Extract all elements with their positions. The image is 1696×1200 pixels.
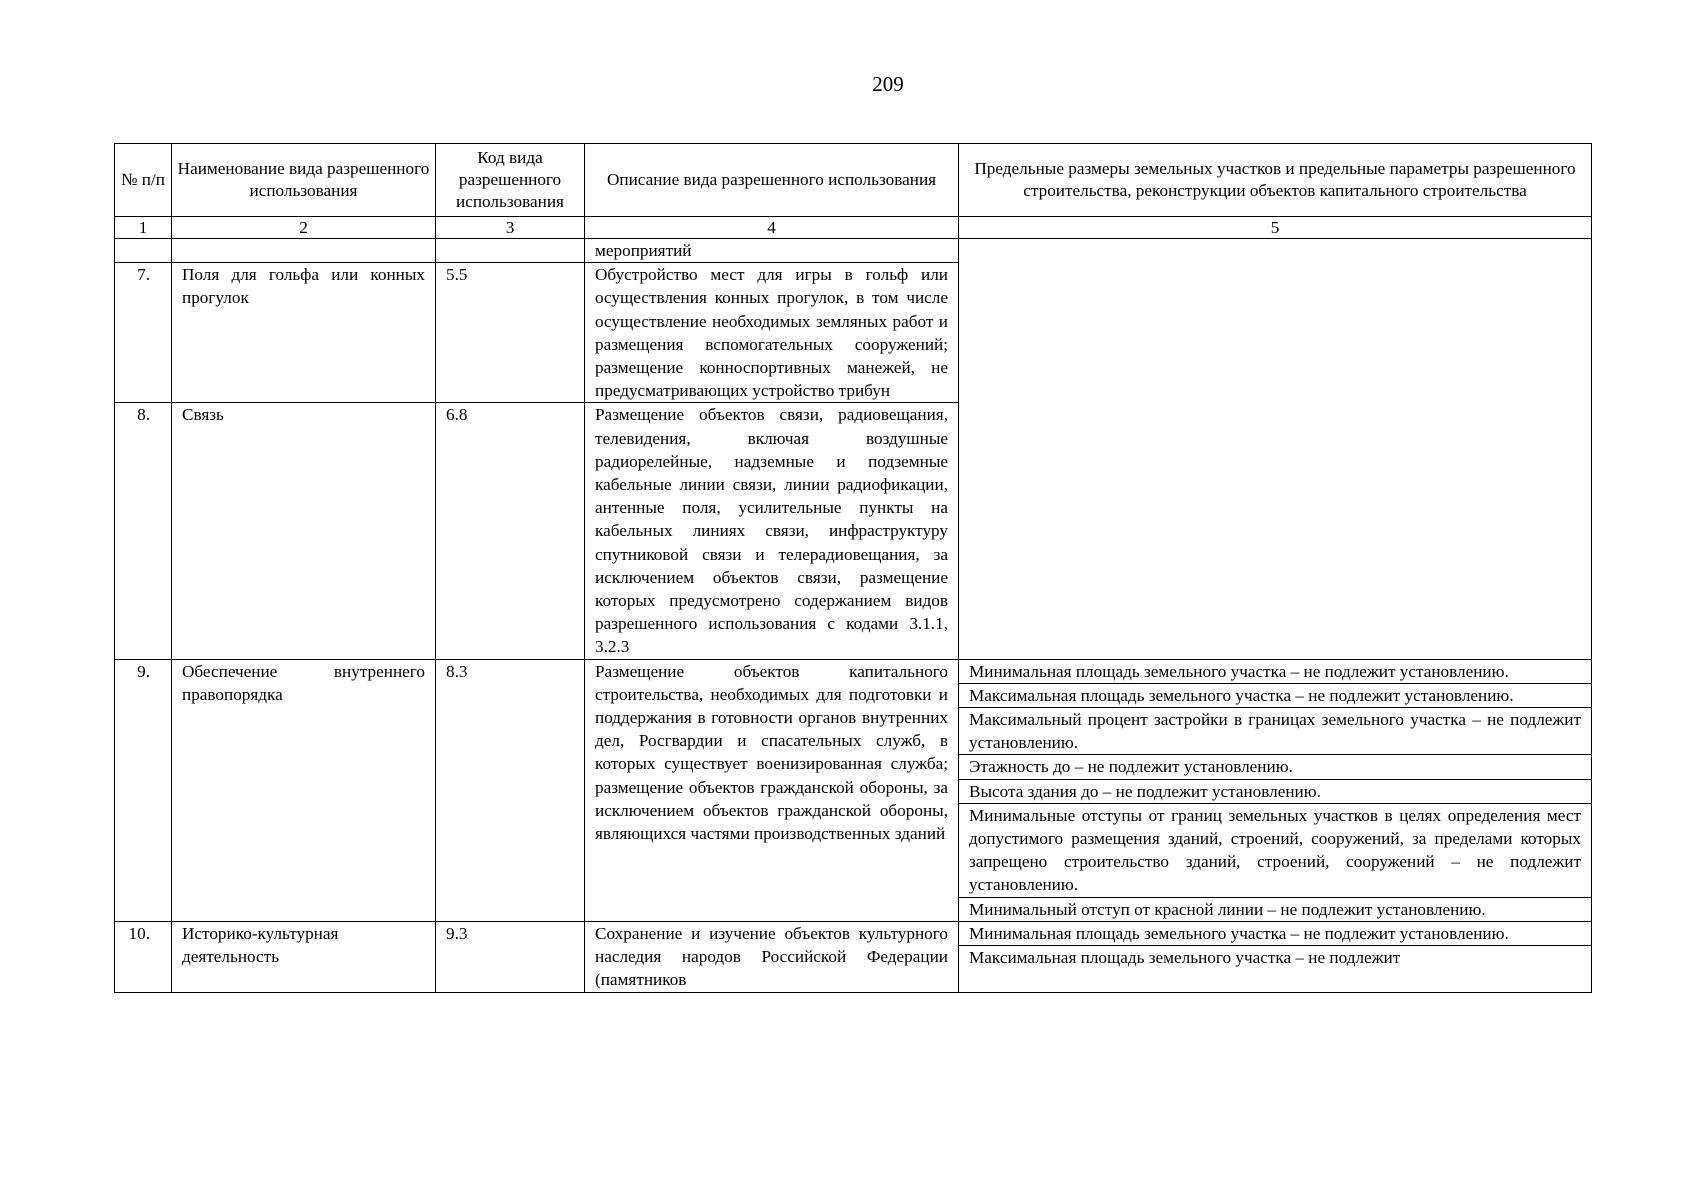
- column-number: 3: [436, 217, 585, 239]
- limit-item: Этажность до – не подлежит установлению.: [959, 755, 1591, 779]
- row-code: 8.3: [436, 659, 585, 921]
- limit-item: Максимальный процент застройки в границах земельного участка – не подлежит установлению.: [959, 708, 1591, 755]
- limit-item: Минимальная площадь земельного участка – не подлежит установлению.: [959, 660, 1591, 684]
- row-number: 10.: [115, 921, 172, 992]
- column-number-row: [115, 217, 1592, 239]
- limit-item: Максимальная площадь земельного участка – не подлежит: [969, 948, 1401, 968]
- table-header-row: [115, 144, 1592, 217]
- row-name: Связь: [172, 403, 436, 659]
- row-number: 9.: [115, 659, 172, 921]
- header-number: № п/п: [115, 144, 172, 217]
- row-number: 7.: [115, 263, 172, 403]
- row-name: [172, 239, 436, 263]
- header-description: Описание вида разрешенного использования: [585, 144, 959, 217]
- row-code: 9.3: [436, 921, 585, 992]
- limit-item: Высота здания до – не подлежит установлению.: [959, 779, 1591, 803]
- table-row: [115, 921, 1592, 992]
- row-description: Размещение объектов капитального строительства, необходимых для подготовки и поддержания в готовности органов внутренних дел, Росгвардии и спасательных служб, в которых существует военизированная служба; размещение объектов гражданской обороны, за исключением объектов гражданской обороны, являющихся частями производственных зданий: [585, 659, 959, 921]
- limit-item: Максимальная площадь земельного участка – не подлежит установлению.: [959, 683, 1591, 707]
- header-code: Код вида разрешенного использования: [436, 144, 585, 217]
- header-name: Наименование вида разрешенного использования: [172, 144, 436, 217]
- row-code: [436, 239, 585, 263]
- column-number: 1: [115, 217, 172, 239]
- row-limits: [959, 659, 1592, 921]
- row-code: 6.8: [436, 403, 585, 659]
- limits-list: [959, 660, 1591, 921]
- row-name: Поля для гольфа или конных прогулок: [172, 263, 436, 403]
- table-row: [115, 239, 1592, 263]
- row-description: Сохранение и изучение объектов культурного наследия народов Российской Федерации (памятников: [585, 921, 959, 992]
- row-number: [115, 239, 172, 263]
- land-use-table: [114, 143, 1592, 993]
- limits-list: [959, 922, 1591, 969]
- column-number: 5: [959, 217, 1592, 239]
- page-number: 209: [872, 72, 904, 96]
- limit-item: Минимальная площадь земельного участка – не подлежит установлению.: [959, 922, 1591, 946]
- row-limits: [959, 921, 1592, 992]
- row-description: Обустройство мест для игры в гольф или осуществления конных прогулок, в том числе осуществление необходимых земляных работ и размещения вспомогательных сооружений; размещение конноспортивных манежей, не предусматривающих устройство трибун: [585, 263, 959, 403]
- limit-item: Минимальный отступ от красной линии – не подлежит установлению.: [969, 899, 1486, 919]
- row-code: 5.5: [436, 263, 585, 403]
- row-name: Обеспечение внутреннего правопорядка: [172, 659, 436, 921]
- limit-item: Минимальные отступы от границ земельных участков в целях определения мест допустимого размещения зданий, строений, сооружений, за пределами которых запрещено строительство зданий, строений, сооружений – не подлежит установлению.: [959, 803, 1591, 897]
- row-number: 8.: [115, 403, 172, 659]
- column-number: 2: [172, 217, 436, 239]
- column-number: 4: [585, 217, 959, 239]
- row-name: Историко-культурная деятельность: [172, 921, 436, 992]
- table-row: [115, 659, 1592, 921]
- row-description: Размещение объектов связи, радиовещания, телевидения, включая воздушные радиорелейные, надземные и подземные кабельные линии связи, линии радиофикации, антенные поля, усилительные пункты на кабельных линиях связи, инфраструктуру спутниковой связи и телерадиовещания, за исключением объектов связи, размещение которых предусмотрено содержанием видов разрешенного использования с кодами 3.1.1, 3.2.3: [585, 403, 959, 659]
- row-description: мероприятий: [585, 239, 959, 263]
- row-limits-empty: [959, 239, 1592, 660]
- header-limits: Предельные размеры земельных участков и предельные параметры разрешенного строительства, реконструкции объектов капитального строительства: [959, 144, 1592, 217]
